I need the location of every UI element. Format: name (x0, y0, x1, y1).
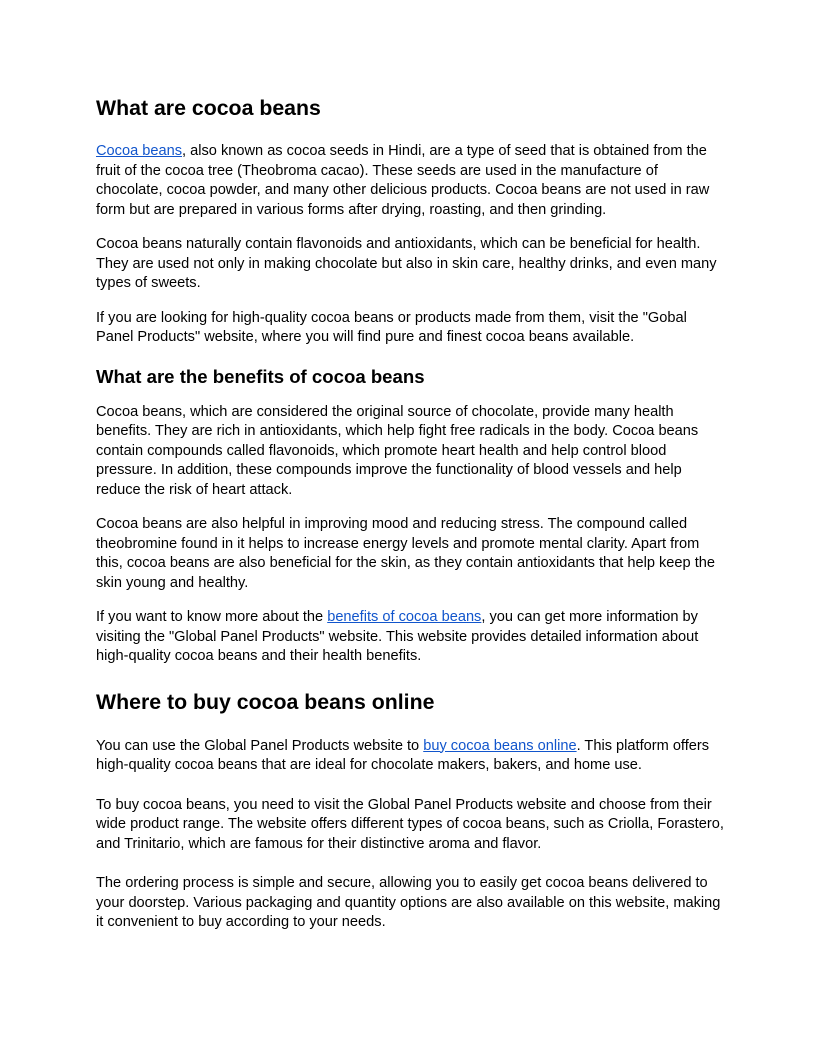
heading-what-are-cocoa-beans: What are cocoa beans (96, 96, 321, 120)
paragraph-product-range: To buy cocoa beans, you need to visit the Global Panel Products website and choose from their wide product range. The website offers different types of cocoa beans, such as Criolla, Forastero, and Trinitario, which are famous for their distinctive aroma and flavor. (96, 796, 724, 852)
buy-cocoa-beans-online-link[interactable]: buy cocoa beans online (423, 737, 577, 754)
benefits-of-cocoa-beans-link[interactable]: benefits of cocoa beans (327, 609, 482, 625)
paragraph-text: , also known as cocoa seeds in Hindi, are a type of seed that is obtained from the fruit of the cocoa tree (Theobroma cacao). These seeds are used in the manufacture of chocolate, cocoa powder, and many other delicious products. Cocoa beans are not used in raw form but are prepared in various forms after drying, roasting, and then grinding. (96, 143, 710, 218)
paragraph-use-website (96, 737, 728, 776)
paragraph-ordering-process: The ordering process is simple and secure, allowing you to easily get cocoa beans delivered to your doorstep. Various packaging and quantity options are also available on this website, making it convenient to buy according to your needs. (96, 875, 721, 930)
paragraph-gobal-panel-products: If you are looking for high-quality cocoa beans or products made from them, visit the "Gobal Panel Products" website, where you will find pure and finest cocoa beans available. (96, 309, 687, 345)
paragraph-know-more (96, 608, 728, 667)
document-page (96, 93, 728, 933)
heading-where-to-buy: Where to buy cocoa beans online (96, 689, 435, 714)
paragraph-text: . This platform offers high-quality cocoa beans that are ideal for chocolate makers, bakers, and home use. (96, 737, 710, 773)
paragraph-text: , you can get more information by visiting the "Global Panel Products" website. This website provides detailed information about high-quality cocoa beans and their health benefits. (96, 609, 699, 664)
paragraph-health-benefits: Cocoa beans, which are considered the original source of chocolate, provide many health benefits. They are rich in antioxidants, which help fight free radicals in the body. Cocoa beans contain compounds called flavonoids, which promote heart health and help control blood pressure. In addition, these compounds improve the functionality of blood vessels and help reduce the risk of heart attack. (96, 403, 699, 498)
paragraph-cocoa-beans-intro (96, 142, 728, 220)
paragraph-text: You can use the Global Panel Products website to (96, 737, 424, 754)
paragraph-flavonoids: Cocoa beans naturally contain flavonoids and antioxidants, which can be beneficial for health. They are used not only in making chocolate but also in skin care, healthy drinks, and even many types of sweets. (96, 236, 717, 291)
cocoa-beans-link[interactable]: Cocoa beans (96, 143, 183, 159)
paragraph-text: If you want to know more about the (96, 609, 328, 625)
paragraph-mood-and-skin: Cocoa beans are also helpful in improving mood and reducing stress. The compound called theobromine found in it helps to increase energy levels and promote mental clarity. Apart from this, cocoa beans are also beneficial for the skin, as they contain antioxidants that help keep the skin young and healthy. (96, 516, 716, 591)
heading-benefits-of-cocoa-beans: What are the benefits of cocoa beans (96, 365, 425, 387)
